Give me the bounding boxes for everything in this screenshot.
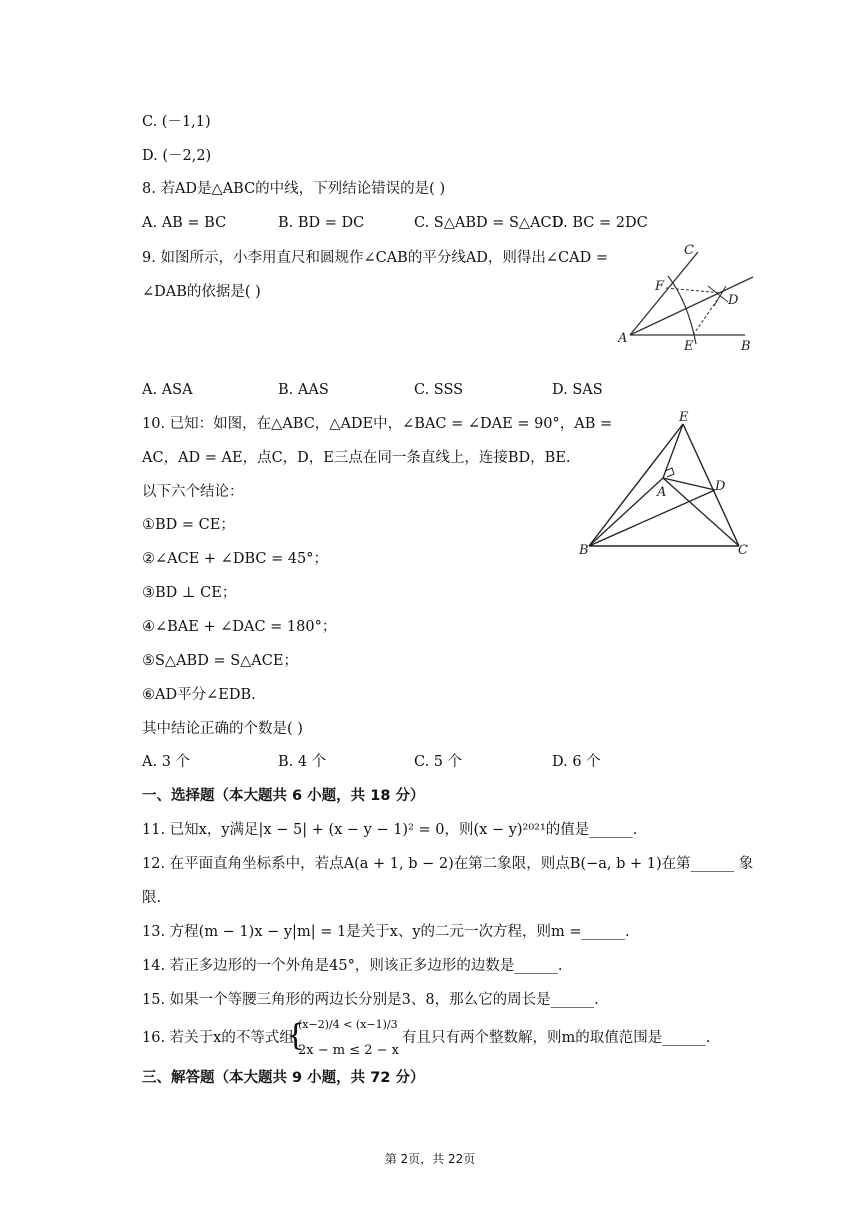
q8-option-a: A. AB = BC — [142, 215, 227, 231]
line-d-option: D. (－2,2) — [142, 148, 212, 164]
q9-option-b: B. AAS — [278, 382, 329, 398]
question-9-line1: 9. 如图所示，小李用直尺和圆规作∠CAB的平分线AD，则得出∠CAD = — [142, 250, 609, 266]
question-12-line1: 12. 在平面直角坐标系中，若点A(a + 1, b − 2)在第二象限，则点B(−a, b + 1)在第______ 象 — [142, 856, 754, 872]
question-15: 15. 如果一个等腰三角形的两边长分别是3、8，那么它的周长是______. — [142, 992, 599, 1008]
fig9-label-f: F — [655, 279, 665, 294]
question-10-line4: 其中结论正确的个数是( ) — [142, 721, 303, 737]
question-14: 14. 若正多边形的一个外角是45°，则该正多边形的边数是______. — [142, 958, 563, 974]
fig10-label-c: C — [738, 543, 748, 558]
q9-option-a: A. ASA — [142, 382, 193, 398]
q8-option-b: B. BD = DC — [278, 215, 365, 231]
figure-q10 — [575, 408, 755, 560]
conclusion-1: ①BD = CE； — [142, 517, 235, 533]
q9-option-c: C. SSS — [414, 382, 464, 398]
question-12-line2: 限. — [142, 890, 162, 906]
question-10-line2: AC，AD = AE，点C，D，E三点在同一条直线上，连接BD，BE. — [142, 450, 571, 466]
q16-system-bottom: 2x − m ≤ 2 − x — [298, 1043, 400, 1058]
line-c-option: C. (－1,1) — [142, 114, 211, 130]
q10-option-c: C. 5 个 — [414, 754, 463, 770]
q9-option-d: D. SAS — [552, 382, 603, 398]
q16-brace: { — [286, 1018, 306, 1053]
q10-option-d: D. 6 个 — [552, 754, 601, 770]
q8-option-d: D. BC = 2DC — [552, 215, 648, 231]
question-13: 13. 方程(m − 1)x − y|m| = 1是关于x、y的二元一次方程，则m =______. — [142, 924, 630, 940]
conclusion-4: ④∠BAE + ∠DAC = 180°； — [142, 619, 337, 635]
fig9-label-b: B — [741, 339, 751, 354]
question-10-line1: 10. 已知：如图，在△ABC，△ADE中，∠BAC = ∠DAE = 90°，AB = — [142, 416, 613, 432]
figure-q9 — [610, 240, 760, 355]
fig10-label-e: E — [679, 410, 689, 425]
fig10-label-d: D — [715, 479, 726, 494]
question-16-prefix: 16. 若关于x的不等式组 — [142, 1030, 294, 1046]
q10-option-b: B. 4 个 — [278, 754, 327, 770]
question-10-line3: 以下六个结论： — [142, 484, 244, 500]
conclusion-2: ②∠ACE + ∠DBC = 45°； — [142, 551, 329, 567]
section-heading-fill: 一、选择题（本大题共 6 小题，共 18 分） — [142, 788, 425, 804]
fig9-label-d: D — [728, 293, 739, 308]
q16-system-top: (x−2)/4 < (x−1)/3 — [298, 1018, 398, 1031]
q8-option-c: C. S△ABD = S△ACD — [414, 215, 564, 231]
question-9-line2: ∠DAB的依据是( ) — [142, 284, 261, 300]
page-footer: 第 2页，共 22页 — [384, 1152, 476, 1166]
conclusion-3: ③BD ⊥ CE； — [142, 585, 237, 601]
fig9-label-e: E — [684, 339, 694, 354]
conclusion-6: ⑥AD平分∠EDB. — [142, 687, 256, 703]
q10-option-a: A. 3 个 — [142, 754, 191, 770]
conclusion-5: ⑤S△ABD = S△ACE； — [142, 653, 298, 669]
question-16-suffix: 有且只有两个整数解，则m的取值范围是______. — [402, 1030, 711, 1046]
fig10-label-a: A — [657, 485, 667, 500]
question-8: 8. 若AD是△ABC的中线，下列结论错误的是( ) — [142, 181, 446, 197]
fig9-label-c: C — [684, 243, 694, 258]
section-heading-solve: 三、解答题（本大题共 9 小题，共 72 分） — [142, 1070, 425, 1086]
question-11: 11. 已知x，y满足|x − 5| + (x − y − 1)² = 0，则(x − y)²⁰²¹的值是______. — [142, 822, 638, 838]
fig9-label-a: A — [618, 331, 628, 346]
fig10-label-b: B — [579, 543, 589, 558]
